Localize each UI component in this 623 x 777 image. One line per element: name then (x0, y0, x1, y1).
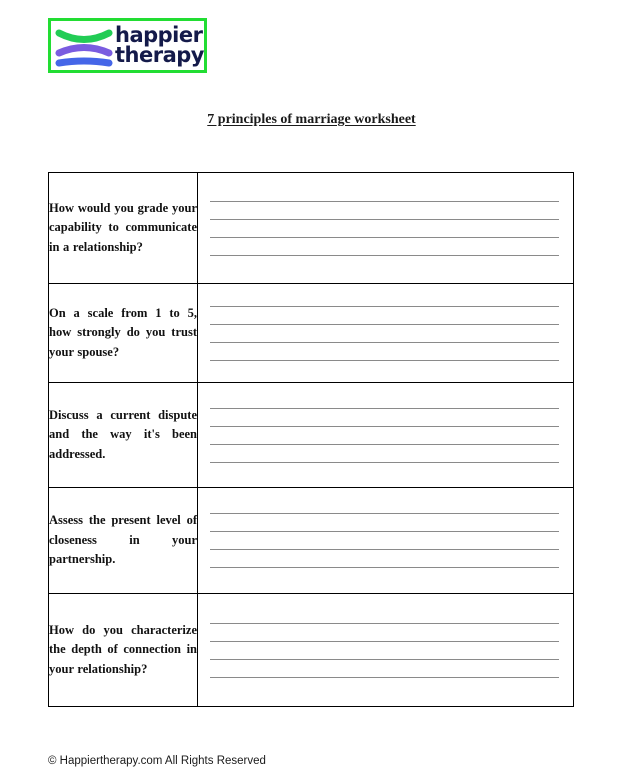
answer-rule (210, 201, 559, 202)
brand-logo (48, 18, 207, 73)
answer-rule (210, 324, 559, 325)
question-text: Assess the present level of closeness in your partnership. (49, 513, 197, 567)
question-text: How would you grade your capability to communicate in a relationship? (49, 200, 197, 254)
page-title-text: 7 principles of marriage worksheet (207, 112, 416, 127)
answer-rule (210, 623, 559, 624)
answer-rule (210, 567, 559, 568)
answer-rule (210, 237, 559, 238)
answer-cell[interactable] (198, 383, 574, 488)
answer-rule (210, 659, 559, 660)
question-cell (49, 488, 198, 594)
brand-wordmark (115, 22, 204, 67)
question-cell (49, 284, 198, 383)
answer-lines[interactable] (198, 488, 573, 593)
question-text: How do you characterize the depth of connection in your relationship? (49, 622, 197, 676)
table-row (49, 488, 574, 594)
answer-rule (210, 462, 559, 463)
answer-cell[interactable] (198, 488, 574, 594)
question-cell (49, 594, 198, 707)
answer-rule (210, 513, 559, 514)
answer-rule (210, 219, 559, 220)
answer-cell[interactable] (198, 594, 574, 707)
brand-name-line2: therapy (115, 42, 204, 67)
answer-rule (210, 255, 559, 256)
answer-rule (210, 677, 559, 678)
answer-rule (210, 531, 559, 532)
logo-arcs-icon (55, 23, 113, 69)
answer-cell[interactable] (198, 284, 574, 383)
answer-cell[interactable] (198, 173, 574, 284)
question-cell (49, 383, 198, 488)
page-title (0, 112, 623, 128)
answer-lines[interactable] (198, 594, 573, 706)
table-row (49, 594, 574, 707)
answer-rule (210, 342, 559, 343)
answer-rule (210, 426, 559, 427)
table-row (49, 383, 574, 488)
table-row (49, 173, 574, 284)
worksheet-table (48, 172, 574, 707)
answer-rule (210, 360, 559, 361)
answer-rule (210, 549, 559, 550)
answer-lines[interactable] (198, 284, 573, 382)
answer-rule (210, 408, 559, 409)
footer-copyright: © Happiertherapy.com All Rights Reserved (48, 755, 266, 767)
brand-name-line1: happier (115, 22, 203, 47)
answer-lines[interactable] (198, 383, 573, 487)
answer-rule (210, 306, 559, 307)
question-text: On a scale from 1 to 5, how strongly do you trust your spouse? (49, 305, 197, 359)
question-cell (49, 173, 198, 284)
answer-lines[interactable] (198, 173, 573, 283)
question-text: Discuss a current dispute and the way it's been addressed. (49, 407, 197, 461)
table-row (49, 284, 574, 383)
answer-rule (210, 444, 559, 445)
answer-rule (210, 641, 559, 642)
